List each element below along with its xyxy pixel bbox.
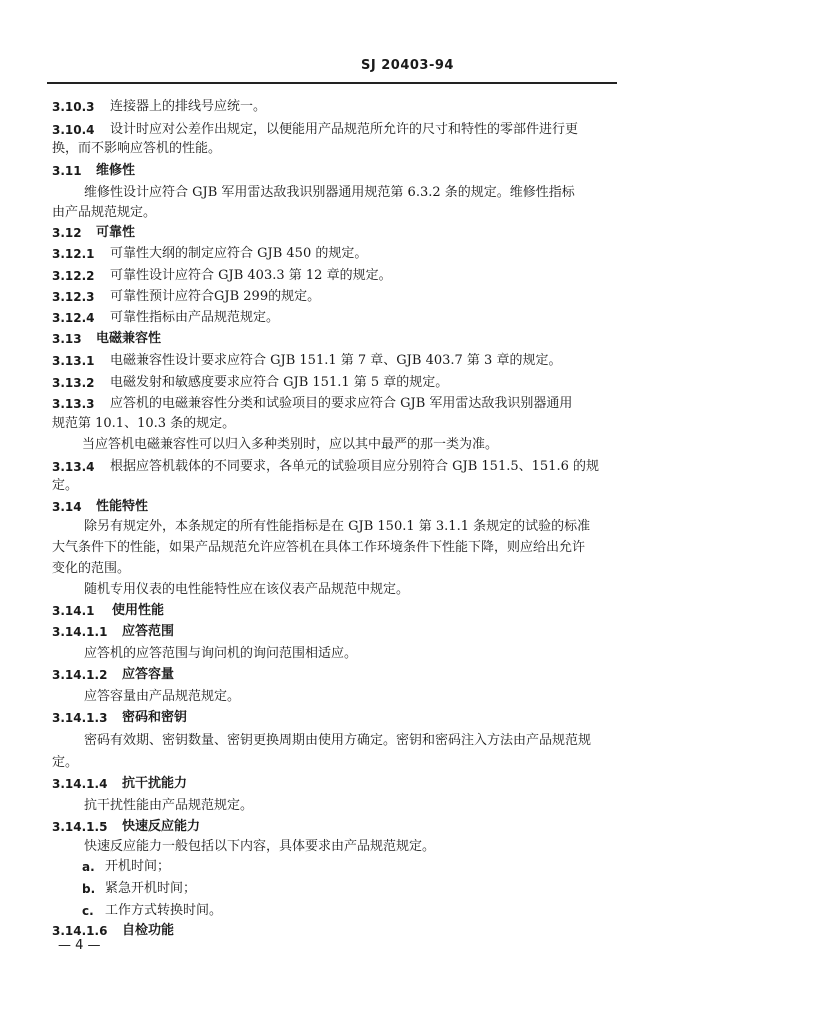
clause-number: 3.14.1.2: [52, 668, 108, 682]
clause-heading: 应答范围: [122, 624, 175, 639]
clause-text: 换，而不影响应答机的性能。: [52, 141, 222, 156]
clause-text: 维修性设计应符合 GJB 军用雷达敌我识别器通用规范第 6.3.2 条的规定。维修性指标: [84, 185, 575, 200]
clause-number: 3.12.3: [52, 290, 95, 304]
clause-number: 3.14.1: [52, 604, 95, 618]
clause-number: 3.14.1.6: [52, 924, 108, 938]
clause-heading: 维修性: [96, 163, 136, 178]
clause-number: 3.14.1.5: [52, 820, 108, 834]
clause-text: 随机专用仪表的电性能特性应在该仪表产品规范中规定。: [84, 582, 410, 597]
clause-text: 可靠性指标由产品规范规定。: [110, 310, 280, 325]
clause-text: 设计时应对公差作出规定，以便能用产品规范所允许的尺寸和特性的零部件进行更: [110, 122, 579, 137]
clause-number: b.: [82, 882, 96, 896]
clause-text: 应答机的电磁兼容性分类和试验项目的要求应符合 GJB 军用雷达敌我识别器通用: [110, 396, 573, 411]
clause-text: 开机时间；: [105, 859, 171, 874]
clause-number: 3.13.3: [52, 397, 95, 411]
clause-heading: 使用性能: [112, 603, 165, 618]
clause-text: 工作方式转换时间。: [105, 903, 223, 918]
clause-number: c.: [82, 904, 94, 918]
clause-text: 可靠性大纲的制定应符合 GJB 450 的规定。: [110, 246, 368, 261]
clause-number: 3.14.1.3: [52, 711, 108, 725]
clause-number: 3.10.4: [52, 123, 95, 137]
clause-text: 密码有效期、密钥数量、密钥更换周期由使用方确定。密钥和密码注入方法由产品规范规: [84, 733, 592, 748]
clause-text: 快速反应能力一般包括以下内容，具体要求由产品规范规定。: [84, 839, 436, 854]
clause-number: 3.14.1.1: [52, 625, 108, 639]
clause-text: 连接器上的排线号应统一。: [110, 99, 267, 114]
clause-heading: 抗干扰能力: [122, 776, 188, 791]
clause-number: 3.12.1: [52, 247, 95, 261]
clause-number: 3.14.1.4: [52, 777, 108, 791]
clause-number: 3.13: [52, 332, 82, 346]
clause-text: 可靠性设计应符合 GJB 403.3 第 12 章的规定。: [110, 268, 392, 283]
clause-text: 根据应答机载体的不同要求，各单元的试验项目应分别符合 GJB 151.5、151.6 的规: [110, 459, 599, 474]
clause-text: 紧急开机时间；: [105, 881, 197, 896]
clause-text: 电磁发射和敏感度要求应符合 GJB 151.1 第 5 章的规定。: [110, 375, 449, 390]
clause-text: 电磁兼容性设计要求应符合 GJB 151.1 第 7 章、GJB 403.7 第 3 章的规定。: [110, 353, 562, 368]
clause-text: 定。: [52, 755, 79, 770]
header-rule: [47, 82, 617, 84]
clause-number: 3.12.4: [52, 311, 95, 325]
clause-heading: 应答容量: [122, 667, 175, 682]
clause-text: 抗干扰性能由产品规范规定。: [84, 798, 254, 813]
clause-text: 当应答机电磁兼容性可以归入多种类别时，应以其中最严的那一类为准。: [82, 437, 499, 452]
clause-heading: 电磁兼容性: [96, 331, 162, 346]
clause-text: 变化的范围。: [52, 561, 131, 576]
clause-text: 规范第 10.1、10.3 条的规定。: [52, 416, 236, 431]
clause-heading: 快速反应能力: [122, 819, 201, 834]
clause-text: 定。: [52, 478, 79, 493]
clause-text: 应答容量由产品规范规定。: [84, 689, 241, 704]
clause-text: 可靠性预计应符合GJB 299的规定。: [110, 289, 321, 304]
clause-heading: 可靠性: [96, 225, 136, 240]
clause-text: 除另有规定外，本条规定的所有性能指标是在 GJB 150.1 第 3.1.1 条规定的试验的标准: [84, 519, 591, 534]
clause-text: 大气条件下的性能，如果产品规范允许应答机在具体工作环境条件下性能下降，则应给出允许: [52, 540, 586, 555]
clause-heading: 密码和密钥: [122, 710, 188, 725]
clause-number: 3.10.3: [52, 100, 95, 114]
clause-text: 由产品规范规定。: [52, 205, 157, 220]
clause-number: 3.13.1: [52, 354, 95, 368]
page-number: — 4 —: [58, 938, 101, 953]
clause-number: 3.13.2: [52, 376, 95, 390]
clause-number: a.: [82, 860, 95, 874]
clause-number: 3.13.4: [52, 460, 95, 474]
clause-text: 应答机的应答范围与询问机的询问范围相适应。: [84, 646, 358, 661]
standard-code-header: SJ 20403-94: [361, 58, 454, 73]
clause-number: 3.11: [52, 164, 82, 178]
clause-number: 3.12.2: [52, 269, 95, 283]
clause-number: 3.12: [52, 226, 82, 240]
clause-heading: 性能特性: [96, 499, 149, 514]
clause-heading: 自检功能: [122, 923, 175, 938]
clause-number: 3.14: [52, 500, 82, 514]
